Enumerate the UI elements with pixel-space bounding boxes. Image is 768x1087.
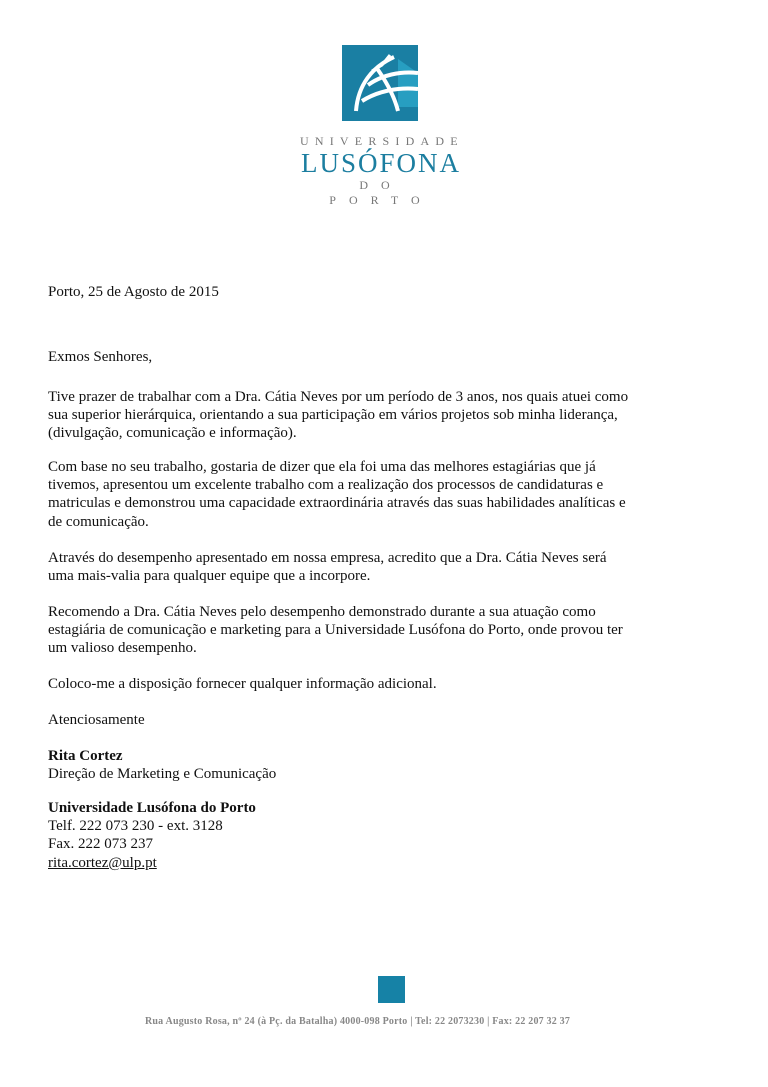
paragraph-1: [48, 388, 628, 443]
letter-date: Porto, 25 de Agosto de 2015: [48, 284, 219, 300]
logo-do-porto: DO PORTO: [329, 178, 433, 207]
paragraph-2: [48, 458, 626, 531]
line: sua superior hierárquica, orientando a sua participação em vários projetos sob minha liderança,: [48, 407, 618, 424]
line: um valioso desempenho.: [48, 640, 197, 657]
organization: Universidade Lusófona do Porto: [48, 800, 256, 816]
signer-name: Rita Cortez: [48, 748, 123, 764]
line: Com base no seu trabalho, gostaria de dizer que ela foi uma das melhores estagiárias que já: [48, 459, 596, 475]
university-logo-globe: [342, 45, 418, 121]
line: Através do desempenho apresentado em nossa empresa, acredito que a Dra. Cátia Neves será: [48, 550, 607, 566]
paragraph-4: [48, 603, 623, 658]
line: estagiária de comunicação e marketing para a Universidade Lusófona do Porto, onde provou ter: [48, 622, 623, 639]
contact-block: [48, 799, 256, 872]
signature-block: [48, 747, 276, 783]
email-link[interactable]: rita.cortez@ulp.pt: [48, 854, 157, 871]
line: uma mais-valia para qualquer equipe que a incorpore.: [48, 568, 371, 585]
footer-address: Rua Augusto Rosa, nº 24 (à Pç. da Batalha) 4000-098 Porto | Tel: 22 2073230 | Fax: 22 207 32 37: [145, 1016, 571, 1027]
logo-lusofona: LUSÓFONA: [300, 148, 462, 178]
paragraph-5: Coloco-me a disposição fornecer qualquer informação adicional.: [48, 676, 437, 692]
logo-universidade: UNIVERSIDADE: [300, 134, 464, 148]
line: Recomendo a Dra. Cátia Neves pelo desempenho demonstrado durante a sua atuação como: [48, 604, 596, 620]
line: (divulgação, comunicação e informação).: [48, 425, 297, 442]
paragraph-3: [48, 549, 607, 585]
footer-logo-square: [378, 976, 405, 1003]
line: tivemos, apresentou um excelente trabalho com a realização dos processos de candidaturas e: [48, 477, 604, 494]
line: de comunicação.: [48, 513, 149, 530]
closing: Atenciosamente: [48, 712, 145, 728]
line: Tive prazer de trabalhar com a Dra. Cátia Neves por um período de 3 anos, nos quais atuei como: [48, 389, 629, 405]
signer-role: Direção de Marketing e Comunicação: [48, 766, 277, 783]
telephone: Telf. 222 073 230 - ext. 3128: [48, 818, 223, 835]
salutation: Exmos Senhores,: [48, 349, 153, 365]
fax: Fax. 222 073 237: [48, 836, 153, 853]
line: matriculas e demonstrou uma capacidade extraordinária através das suas habilidades analíticas e: [48, 495, 626, 512]
